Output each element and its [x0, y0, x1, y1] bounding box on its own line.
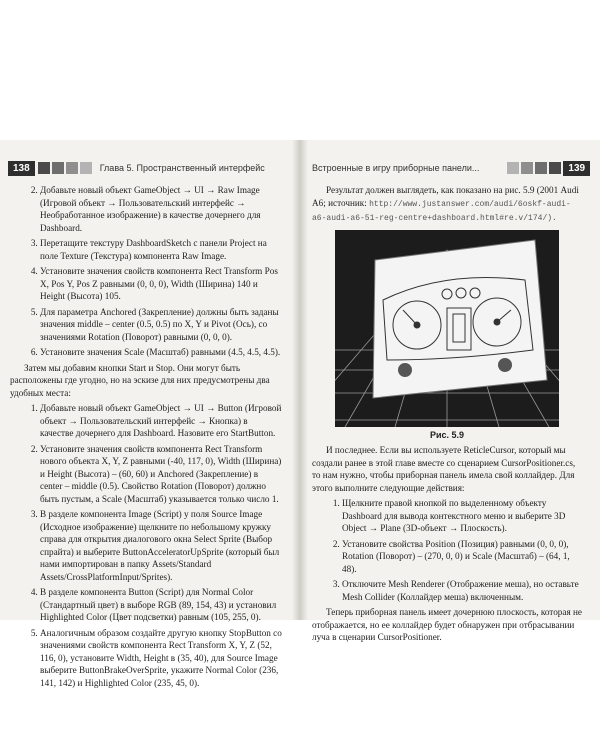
header-block	[521, 162, 533, 174]
list-item: 3. Перетащите текстуру DashboardSketch с панели Project на поле Texture (Текстура) компонента Raw Image.	[40, 237, 282, 262]
list-item: 2. Установите значения свойств компонента Rect Transform нового объекта X, Y, Z равными (-40, 117, 0), Width (Ширина) и Height (Высота) – (60, 60) и Anchored (Закрепление) в center – middle (0.5). Свойство Rotation (Поворот) должно быть пустым, а Scale (Масштаб) указывается только число 1.	[40, 443, 282, 506]
left-page-header	[8, 160, 271, 176]
intro-paragraph	[312, 184, 582, 226]
figure-caption: Рис. 5.9	[429, 429, 465, 440]
list-item: 2. Добавьте новый объект GameObject → UI → Raw Image (Игровой объект → Пользовательский интерфейс → Необработанное изображение) в качестве дочернего для Dashboard.	[40, 184, 282, 234]
right-page-number: 139	[563, 161, 590, 176]
section-title: Встроенные в игру приборные панели...	[312, 163, 480, 173]
header-block	[535, 162, 547, 174]
book-gutter	[292, 140, 308, 620]
list-item: 1. Добавьте новый объект GameObject → UI → Button (Игровой объект → Пользовательский интерфейс → Кнопка) в качестве дочернего для Dashboard. Назовите его StartButton.	[40, 402, 282, 440]
list-item: 5. Для параметра Anchored (Закрепление) должны быть заданы значения middle – center (0.5, 0.5) по X, Y и Pivot (Ось), со значениями Rotation (Поворот) равными (0, 0, 0).	[40, 306, 282, 344]
left-page-body	[10, 184, 282, 692]
source-url: http://www.justanswer.com/audi/6oskf-audi-a6-audi-a6-51-reg-centre+dashboard.html#re.v/174/).	[312, 199, 571, 223]
header-block	[80, 162, 92, 174]
list-item: 5. Аналогичным образом создайте другую кнопку StopButton со значениями свойств компонента Rect Transform X, Y, Z (52, 116, 0), установите Width, Height в (35, 40), для Source Image выберите ButtonBrakeOverSprite, укажите Normal Color (236, 141, 142) и Highlighted Color (235, 45, 0).	[40, 627, 282, 690]
paragraph: И последнее. Если вы используете ReticleCursor, который мы создали ранее в этой главе вместе со сценарием CursorPositioner.cs, то нам нужно, чтобы приборная панель имела свой коллайдер. Для этого выполните следующие действия:	[312, 445, 576, 493]
list-item: 3. Отключите Mesh Renderer (Отображение меша), но оставьте Mesh Collider (Коллайдер меша) включенным.	[342, 578, 582, 603]
right-page-body	[312, 184, 582, 647]
paragraph: Теперь приборная панель имеет дочернюю плоскость, которая не отображается, но ее коллайдер будет обнаружен при отбрасывании луча в сценарии CursorPositioner.	[312, 607, 582, 642]
header-block	[52, 162, 64, 174]
chapter-title: Глава 5. Пространственный интерфейс	[99, 163, 265, 173]
instruction-list	[312, 497, 582, 603]
dashboard-scene-image	[335, 230, 559, 427]
intro-text: Результат должен выглядеть, как показано на рис. 5.9 (2001 Audi A6; источник:	[312, 185, 579, 208]
list-item: 3. В разделе компонента Image (Script) у поля Source Image (Исходное изображение) щелкните по небольшому кружку справа для открытия диалогового окна Select Sprite (Выбор спрайта) и выберите ButtonAcceleratorUpSprite (который был нами импортирован в папку Assets/Standard Assets/CrossPlatformInput/Sprites).	[40, 508, 282, 583]
header-block	[66, 162, 78, 174]
list-item: 4. В разделе компонента Button (Script) для Normal Color (Стандартный цвет) в выборе RGB (89, 154, 43) и установил Highlighted Color (Цвет подсветки) равным (105, 255, 0).	[40, 586, 282, 624]
header-block	[38, 162, 50, 174]
paragraph: Затем мы добавим кнопки Start и Stop. Они могут быть расположены где угодно, но на эскизе для них предусмотрены два удобных места:	[10, 362, 270, 398]
list-item: 6. Установите значения Scale (Масштаб) равными (4.5, 4.5, 4.5).	[40, 346, 282, 359]
instruction-list-bottom	[10, 402, 282, 689]
list-item: 1. Щелкните правой кнопкой по выделенному объекту Dashboard для вывода контекстного меню и выберите 3D Object → Plane (3D-объект → Плоскость).	[342, 497, 582, 535]
figure-dashboard-screenshot	[335, 230, 559, 427]
list-item: 2. Установите свойства Position (Позиция) равными (0, 0, 0), Rotation (Поворот) – (270, 0, 0) и Scale (Масштаб) – (64, 1, 48).	[342, 538, 582, 576]
header-block	[507, 162, 519, 174]
instruction-list-top	[10, 184, 282, 359]
left-page-number: 138	[8, 161, 35, 176]
right-page-header	[312, 160, 593, 176]
list-item: 4. Установите значения свойств компонента Rect Transform Pos X, Pos Y, Pos Z равными (0, 0, 0), Width (Ширина) 140 и Height (Высота) 105.	[40, 265, 282, 303]
header-block	[549, 162, 561, 174]
